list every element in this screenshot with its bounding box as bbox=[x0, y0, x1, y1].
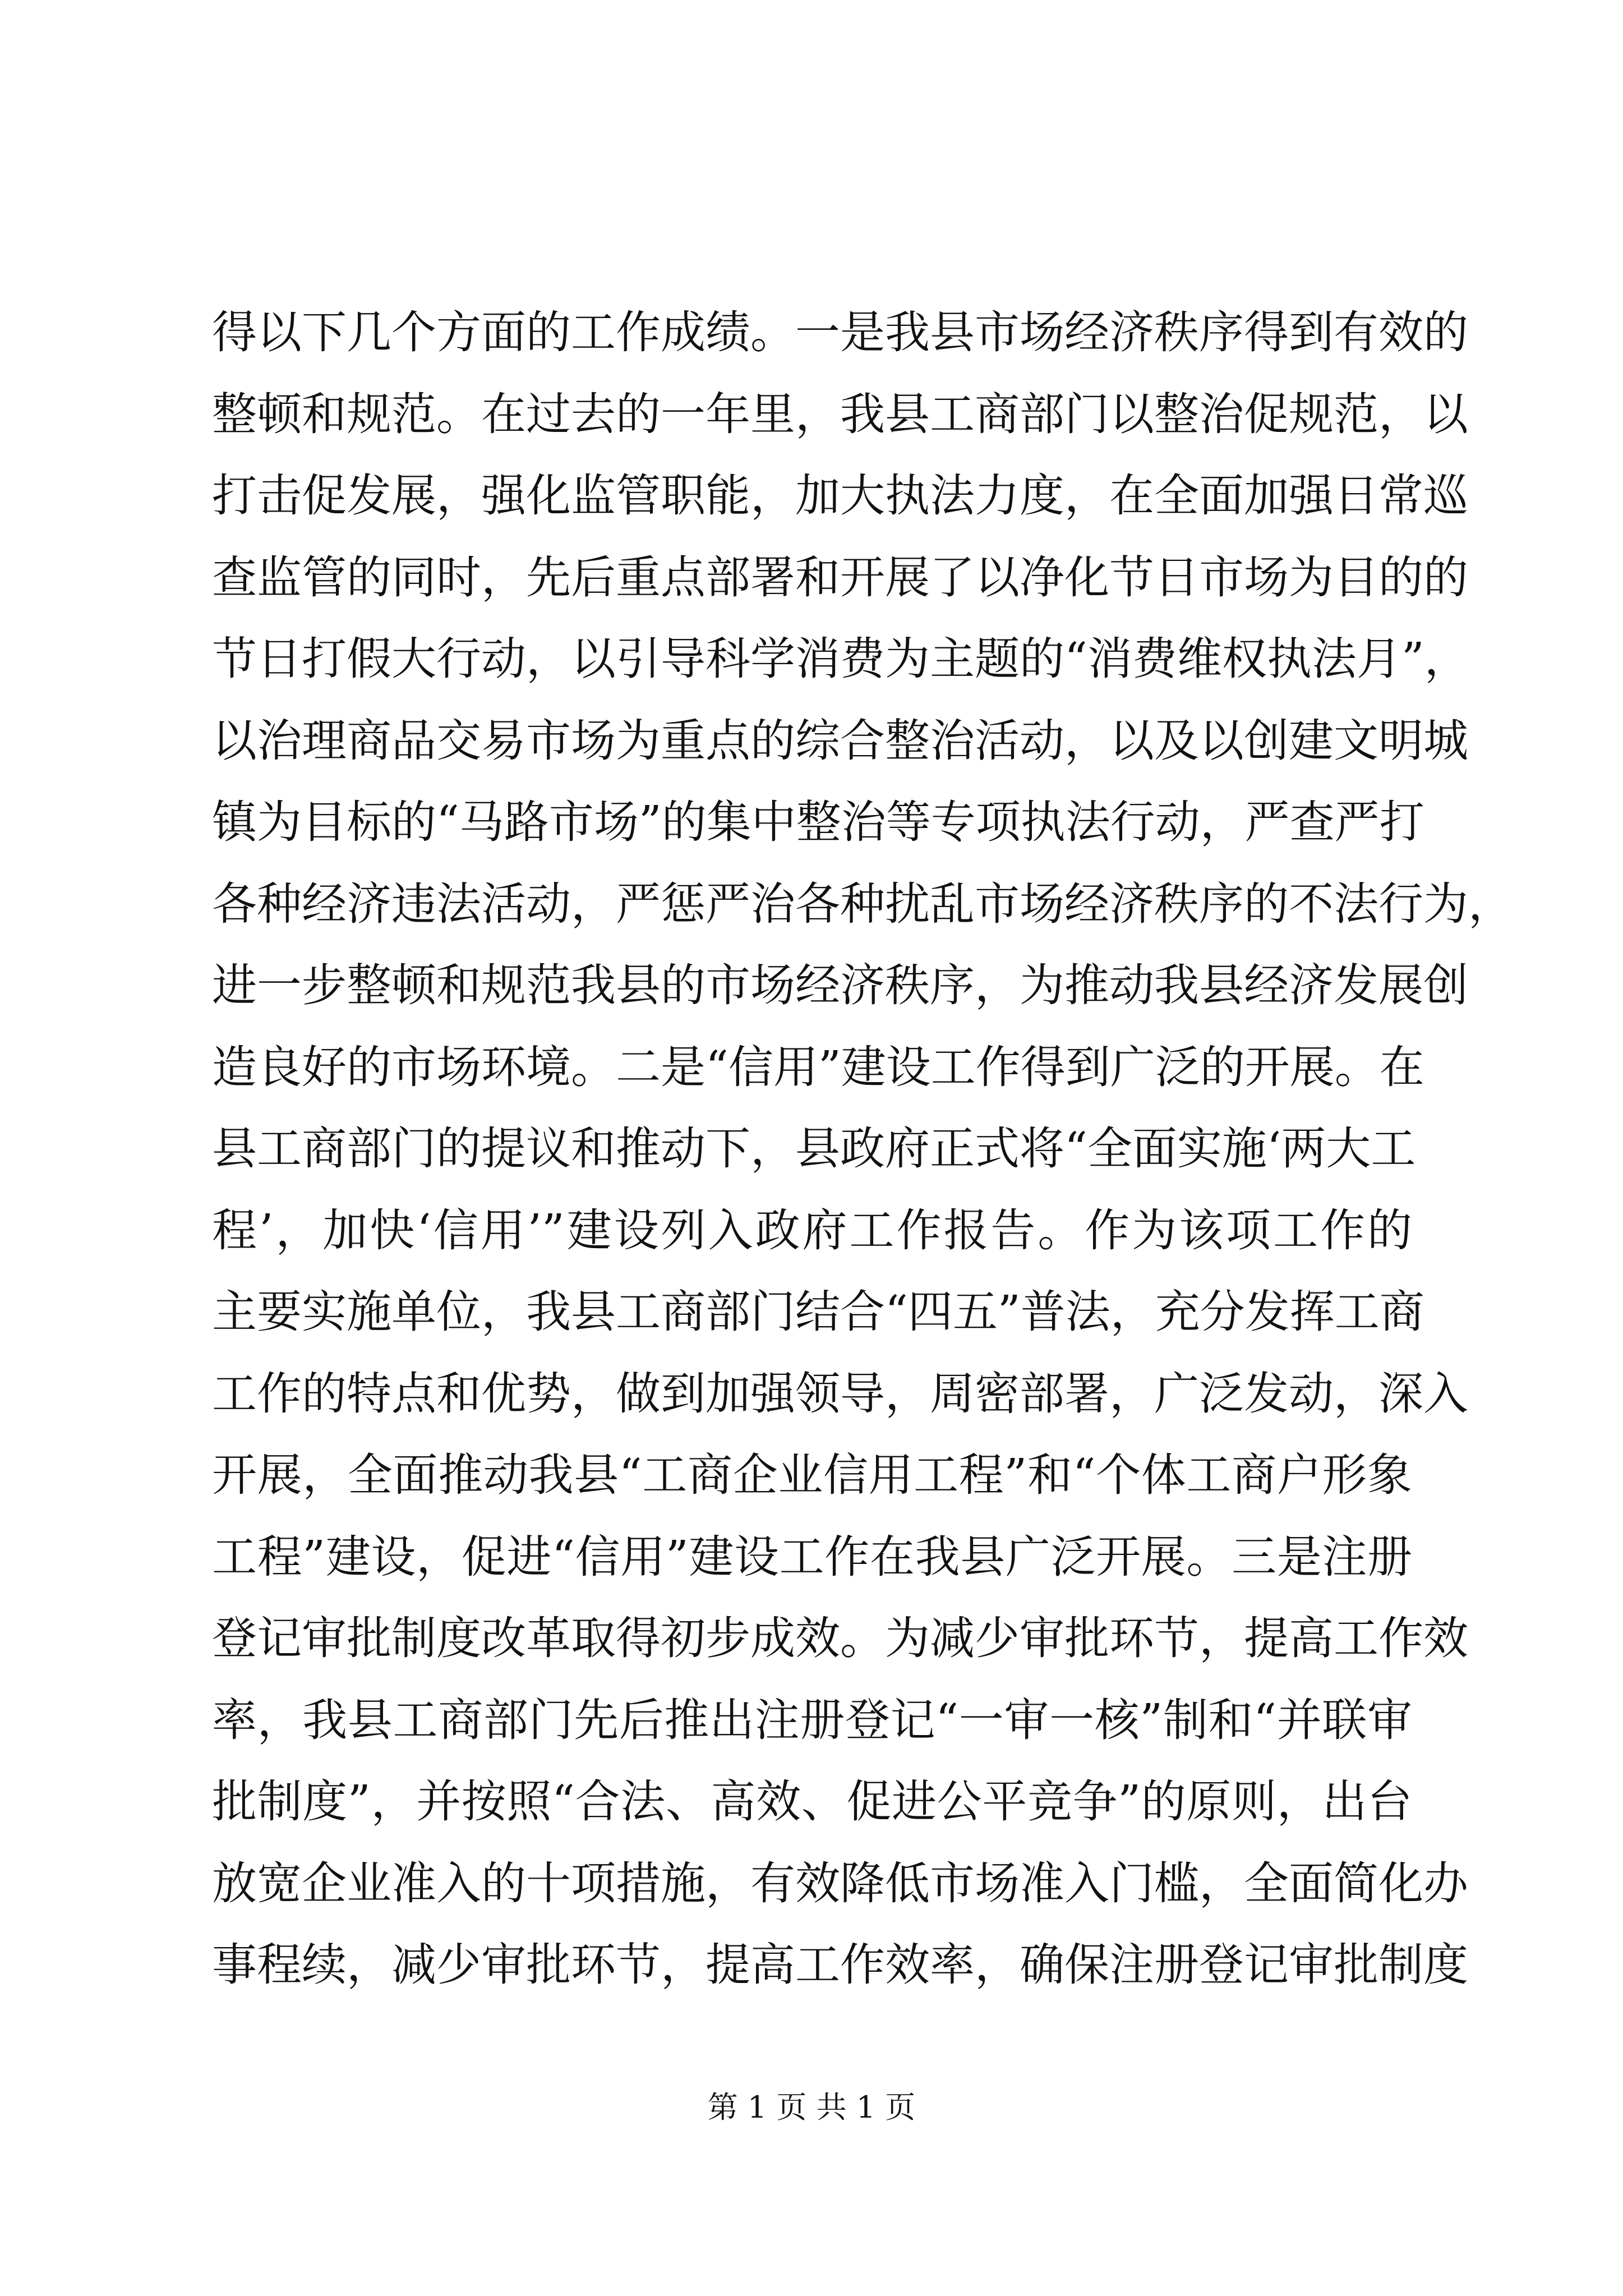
page-number-footer: 第 1 页 共 1 页 bbox=[707, 2090, 916, 2125]
text-line: 节日打假大行动，以引导科学消费为主题的“消费维权执法月”， bbox=[212, 633, 1469, 685]
text-line: 开展，全面推动我县“工商企业信用工程”和“个体工商户形象 bbox=[212, 1449, 1412, 1501]
text-line: 工程”建设，促进“信用”建设工作在我县广泛开展。三是注册 bbox=[212, 1530, 1412, 1583]
text-line: 以治理商品交易市场为重点的综合整治活动，以及以创建文明城 bbox=[212, 714, 1468, 767]
text-line: 率，我县工商部门先后推出注册登记“一审一核”制和“并联审 bbox=[212, 1694, 1412, 1746]
text-line: 主要实施单位，我县工商部门结合“四五”普法，充分发挥工商 bbox=[212, 1286, 1424, 1338]
text-line: 各种经济违法活动，严惩严治各种扰乱市场经济秩序的不法行为， bbox=[212, 877, 1513, 930]
text-line: 登记审批制度改革取得初步成效。为减少审批环节，提高工作效 bbox=[212, 1612, 1468, 1664]
text-line: 工作的特点和优势，做到加强领导，周密部署，广泛发动，深入 bbox=[212, 1367, 1468, 1420]
text-line: 进一步整顿和规范我县的市场经济秩序，为推动我县经济发展创 bbox=[212, 959, 1468, 1011]
body-text bbox=[212, 292, 1513, 2006]
text-line: 打击促发展，强化监管职能，加大执法力度，在全面加强日常巡 bbox=[212, 470, 1468, 522]
text-line: 得以下几个方面的工作成绩。一是我县市场经济秩序得到有效的 bbox=[212, 306, 1468, 358]
text-line: 造良好的市场环境。二是“信用”建设工作得到广泛的开展。在 bbox=[212, 1041, 1424, 1093]
text-line: 事程续，减少审批环节，提高工作效率，确保注册登记审批制度 bbox=[212, 1939, 1468, 1991]
text-line: 放宽企业准入的十项措施，有效降低市场准入门槛，全面简化办 bbox=[212, 1857, 1468, 1910]
text-line: 整顿和规范。在过去的一年里，我县工商部门以整治促规范，以 bbox=[212, 388, 1468, 440]
text-line: 查监管的同时，先后重点部署和开展了以净化节日市场为目的的 bbox=[212, 551, 1468, 604]
text-line: 批制度”，并按照“合法、高效、促进公平竞争”的原则，出台 bbox=[212, 1775, 1412, 1828]
text-line: 镇为目标的“马路市场”的集中整治等专项执法行动，严查严打 bbox=[212, 796, 1424, 848]
text-line: 县工商部门的提议和推动下，县政府正式将“全面实施‘两大工 bbox=[212, 1122, 1416, 1175]
text-line: 程’，加快‘信用’”建设列入政府工作报告。作为该项工作的 bbox=[212, 1204, 1412, 1257]
